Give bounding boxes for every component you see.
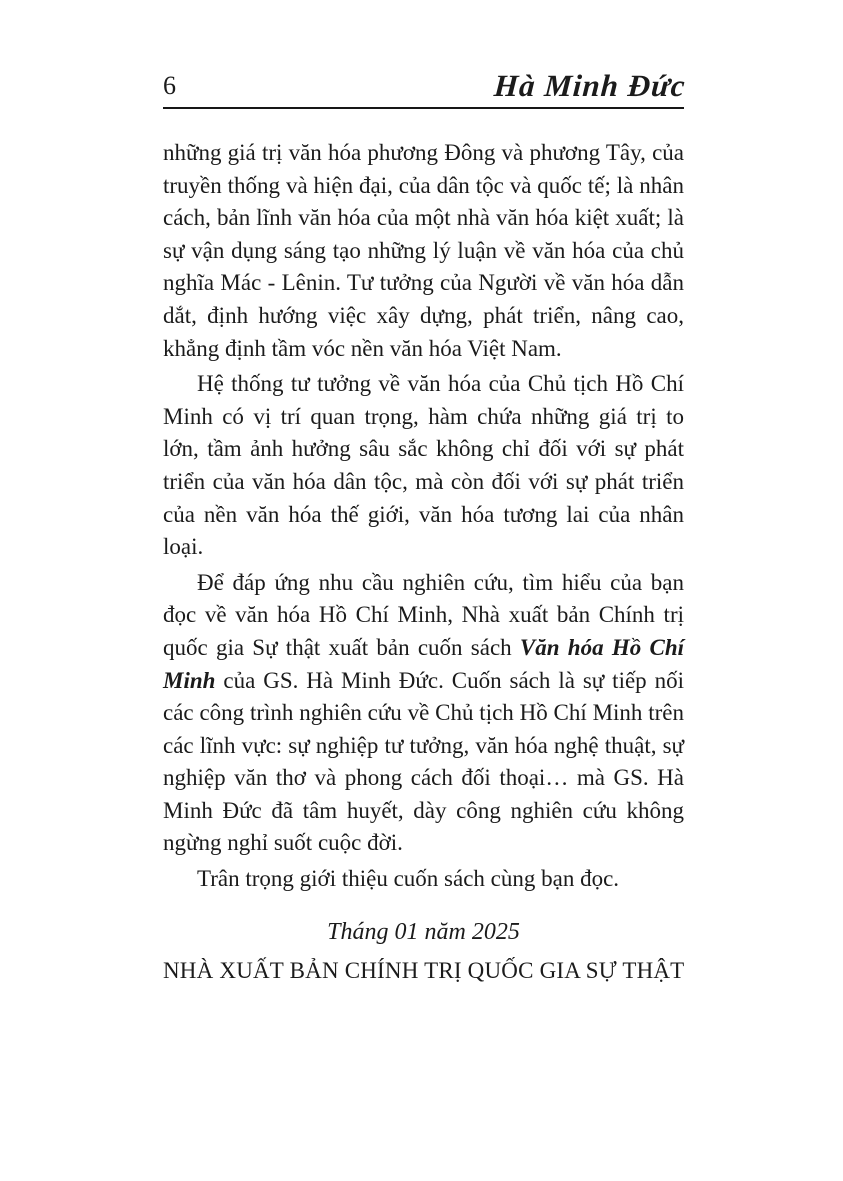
colophon-block (163, 916, 684, 988)
running-header-author: Hà Minh Đức (492, 68, 687, 103)
page-content (163, 0, 687, 988)
paragraph-3-text-after: của GS. Hà Minh Đức. Cuốn sách là sự tiếp nối các công trình nghiên cứu về Chủ tịch Hồ Chí Minh trên các lĩnh vực: sự nghiệp tư tưởng, văn hóa nghệ thuật, sự nghiệp văn thơ và phong cách đối thoại… mà GS. Hà Minh Đức đã tâm huyết, dày công nghiên cứu không ngừng nghỉ suốt cuộc đời. (163, 667, 684, 856)
paragraph-he-thong: Hệ thống tư tưởng về văn hóa của Chủ tịch Hồ Chí Minh có vị trí quan trọng, hàm chứa những giá trị to lớn, tầm ảnh hưởng sâu sắc không chỉ đối với sự phát triển của văn hóa dân tộc, mà còn đối với sự phát triển của nền văn hóa thế giới, văn hóa tương lai của nhân loại. (163, 371, 684, 560)
paragraph-continuation: những giá trị văn hóa phương Đông và phương Tây, của truyền thống và hiện đại, của dân tộc và quốc tế; là nhân cách, bản lĩnh văn hóa của một nhà văn hóa kiệt xuất; là sự vận dụng sáng tạo những lý luận về văn hóa của chủ nghĩa Mác - Lênin. Tư tưởng của Người về văn hóa dẫn dắt, định hướng việc xây dựng, phát triển, nâng cao, khẳng định tầm vóc nền văn hóa Việt Nam. (163, 140, 684, 361)
body-text (163, 137, 684, 896)
publisher-name: NHÀ XUẤT BẢN CHÍNH TRỊ QUỐC GIA SỰ THẬT (163, 957, 685, 983)
paragraph-de-dap-ung (163, 567, 684, 860)
publication-date: Tháng 01 năm 2025 (327, 918, 520, 945)
running-header (163, 0, 687, 109)
paragraph-3-text-before: Để đáp ứng nhu cầu nghiên cứu, tìm hiểu của bạn đọc về văn hóa Hồ Chí Minh, Nhà xuất bản Chính trị quốc gia Sự thật xuất bản cuốn sách (163, 569, 684, 660)
paragraph-closing: Trân trọng giới thiệu cuốn sách cùng bạn đọc. (197, 866, 620, 892)
page-number: 6 (163, 71, 176, 100)
book-title-emphasis: Văn hóa Hồ Chí Minh (163, 634, 684, 693)
